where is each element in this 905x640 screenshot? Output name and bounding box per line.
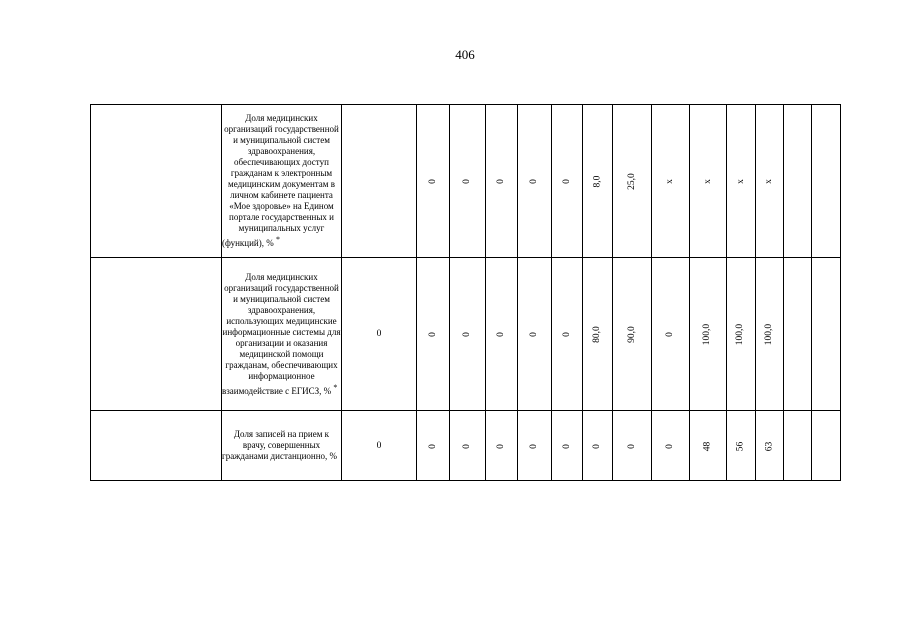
value-cell: 25,0 xyxy=(613,105,652,258)
empty-cell xyxy=(91,105,222,258)
indicators-table xyxy=(90,104,841,481)
value-cell: 0 xyxy=(486,258,518,411)
empty-cell xyxy=(812,411,841,481)
value-cell: 63 xyxy=(756,411,784,481)
page-number: 406 xyxy=(455,47,475,62)
indicator-description: Доля записей на прием к врачу, совершенных гражданами дистанционно, % xyxy=(222,411,342,481)
base-value-cell: 0 xyxy=(342,411,417,481)
indicator-description: Доля медицинских организаций государственной и муниципальной систем здравоохранения, использующих медицинские информационные системы для организации и оказания медицинской помощи гражданам, обеспечивающих информационное взаимодействие с ЕГИСЗ, % * xyxy=(222,258,342,411)
value-cell: 80,0 xyxy=(583,258,613,411)
value-cell: 0 xyxy=(613,411,652,481)
value-cell: 0 xyxy=(417,105,450,258)
empty-cell xyxy=(784,258,812,411)
value-cell: 0 xyxy=(417,258,450,411)
value-cell: x xyxy=(690,105,727,258)
indicator-description: Доля медицинских организаций государственной и муниципальной систем здравоохранения, обеспечивающих доступ гражданам к электронным медицинским документам в личном кабинете пациента «Мое здоровье» на Едином портале государственных и муниципальных услуг (функций), % * xyxy=(222,105,342,258)
base-value-cell: 0 xyxy=(342,258,417,411)
value-cell: 0 xyxy=(552,258,583,411)
value-cell: 0 xyxy=(518,105,552,258)
value-cell: 0 xyxy=(518,258,552,411)
empty-cell xyxy=(812,258,841,411)
value-cell: 0 xyxy=(450,105,486,258)
table-row xyxy=(91,105,841,258)
value-cell: 0 xyxy=(652,258,690,411)
value-cell: x xyxy=(756,105,784,258)
value-cell: 8,0 xyxy=(583,105,613,258)
empty-cell xyxy=(784,411,812,481)
value-cell: 100,0 xyxy=(690,258,727,411)
value-cell: x xyxy=(652,105,690,258)
table-row xyxy=(91,258,841,411)
base-value-cell xyxy=(342,105,417,258)
empty-cell xyxy=(91,258,222,411)
table-row xyxy=(91,411,841,481)
value-cell: 0 xyxy=(417,411,450,481)
value-cell: 100,0 xyxy=(756,258,784,411)
empty-cell xyxy=(784,105,812,258)
value-cell: 56 xyxy=(727,411,756,481)
value-cell: 48 xyxy=(690,411,727,481)
value-cell: 0 xyxy=(552,411,583,481)
value-cell: 0 xyxy=(652,411,690,481)
value-cell: 0 xyxy=(552,105,583,258)
value-cell: 0 xyxy=(486,105,518,258)
value-cell: 100,0 xyxy=(727,258,756,411)
empty-cell xyxy=(91,411,222,481)
value-cell: 90,0 xyxy=(613,258,652,411)
value-cell: 0 xyxy=(450,411,486,481)
empty-cell xyxy=(812,105,841,258)
value-cell: 0 xyxy=(450,258,486,411)
value-cell: 0 xyxy=(486,411,518,481)
value-cell: 0 xyxy=(518,411,552,481)
value-cell: x xyxy=(727,105,756,258)
value-cell: 0 xyxy=(583,411,613,481)
